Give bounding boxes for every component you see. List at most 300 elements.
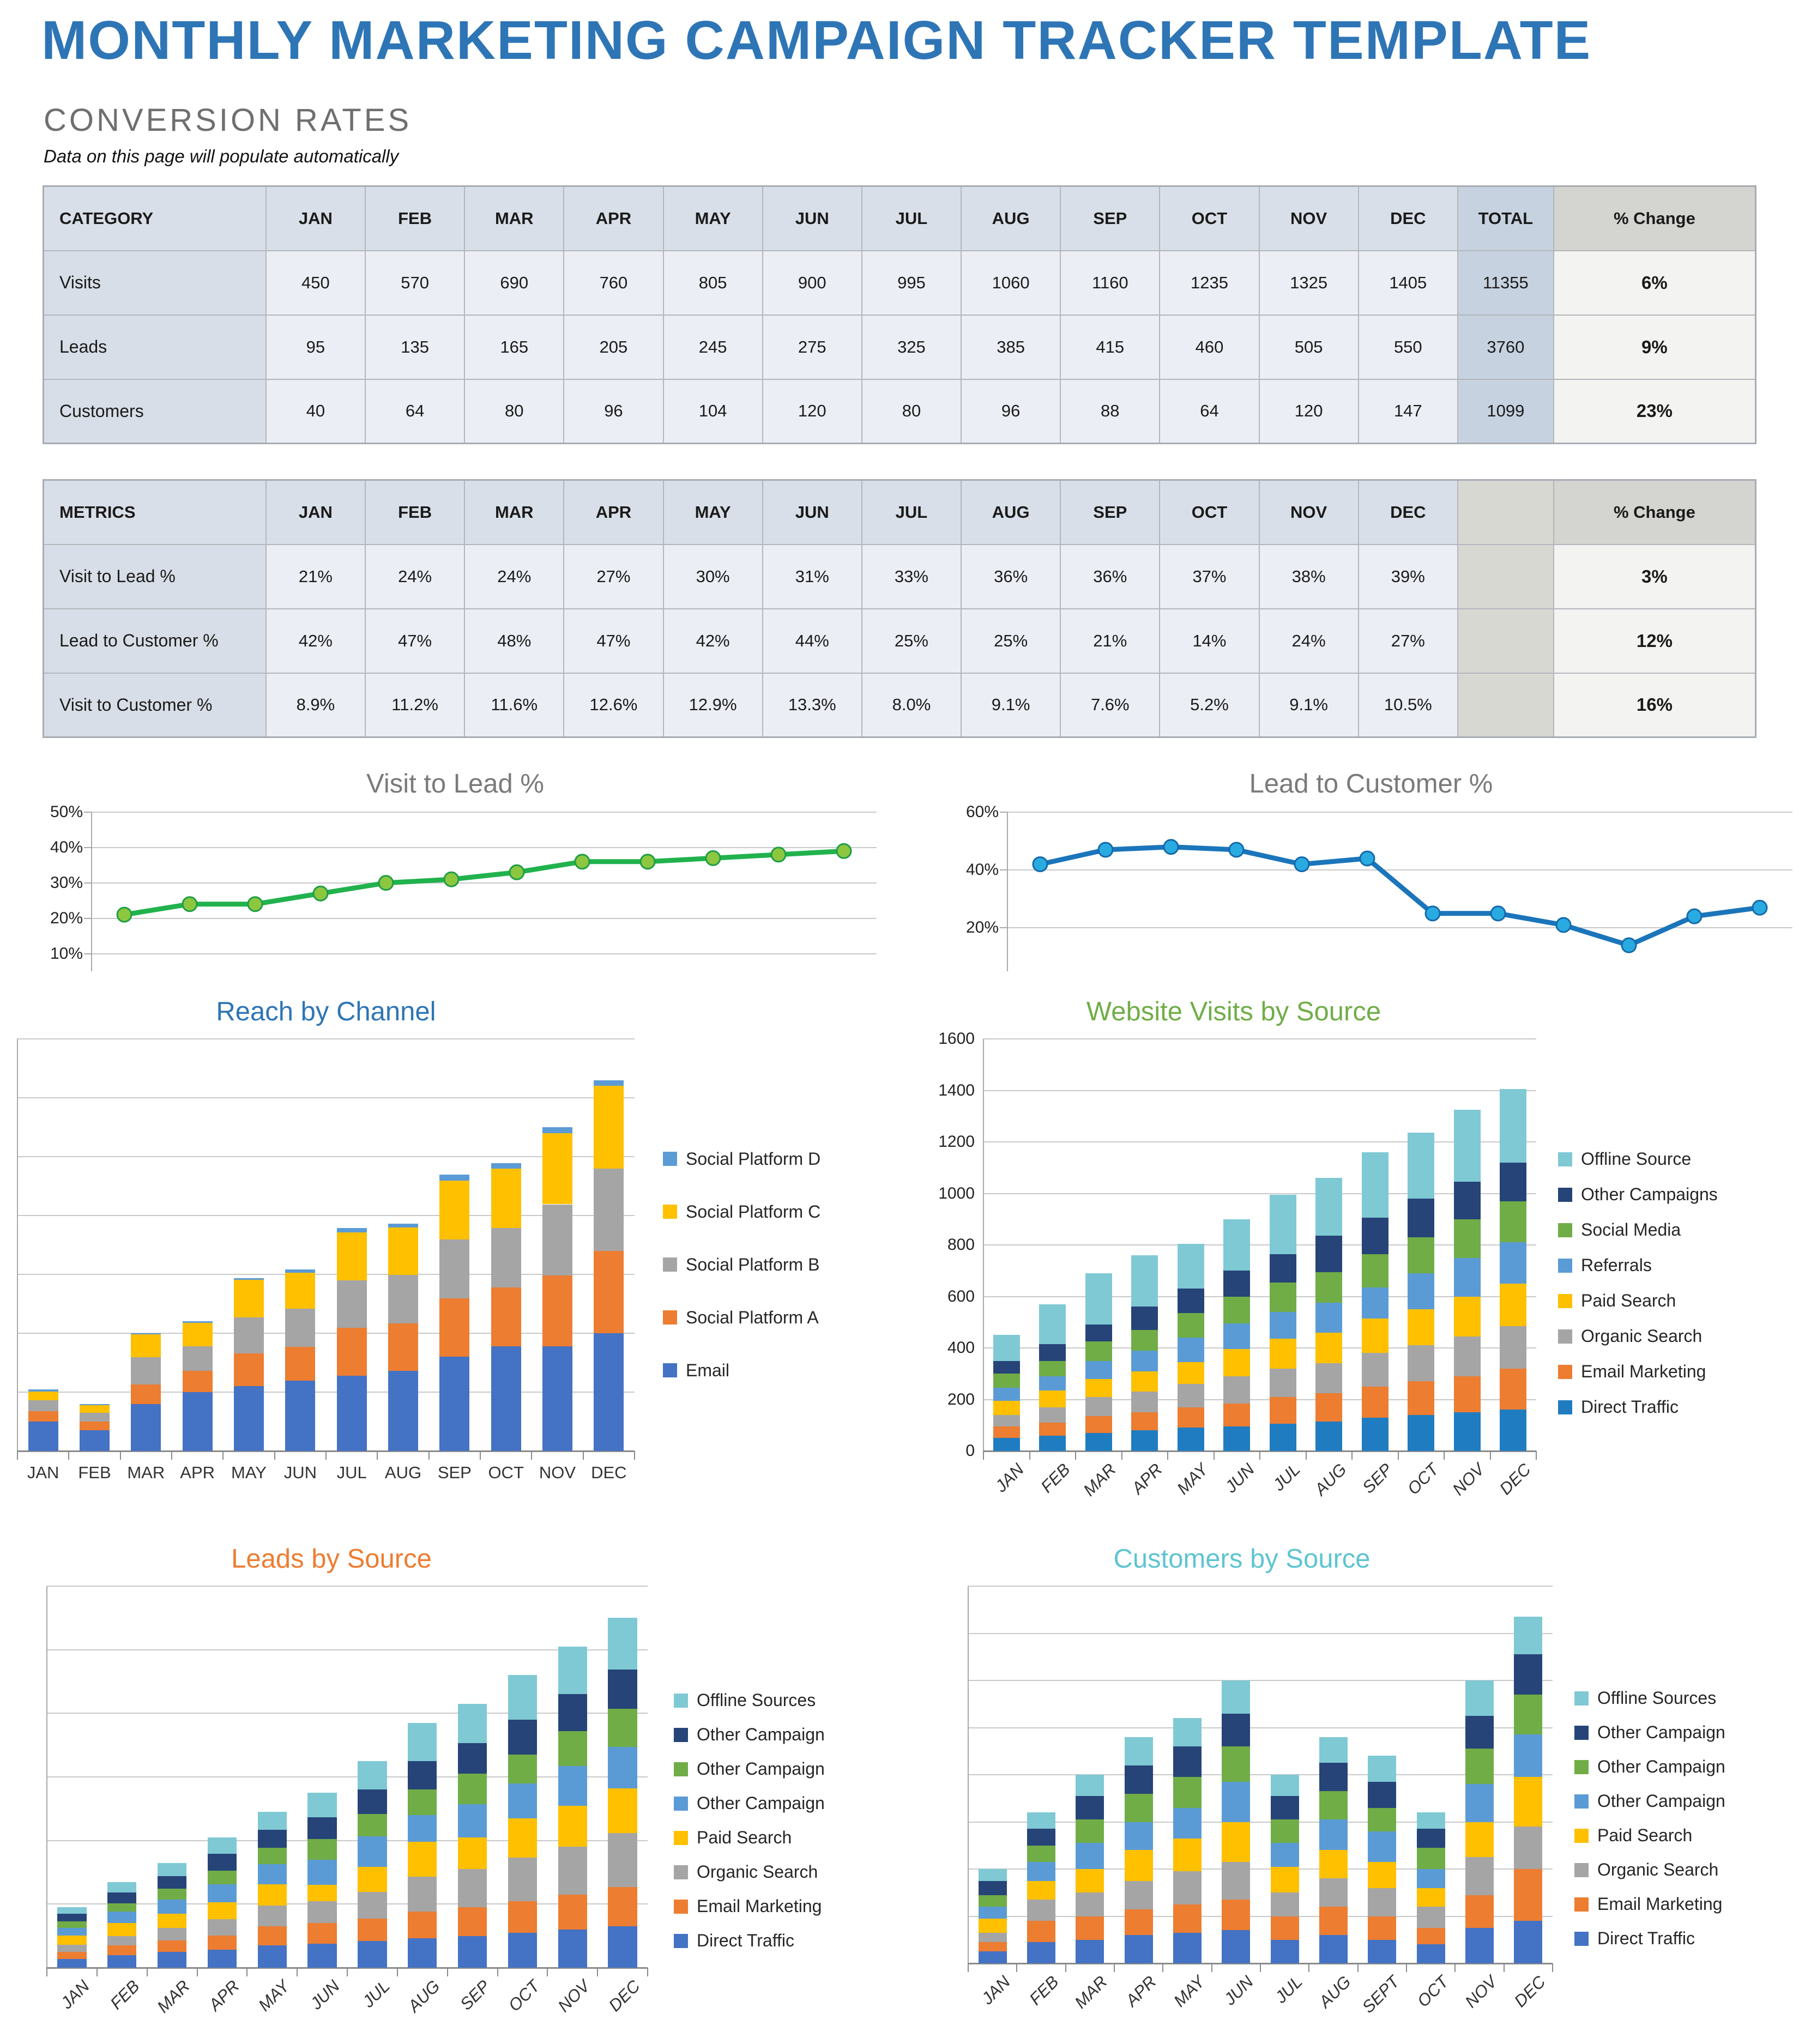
bar-segment <box>458 1936 487 1968</box>
table-cell: 80 <box>464 379 564 444</box>
bar-segment <box>1039 1390 1066 1407</box>
y-axis-labels <box>33 803 92 971</box>
bar-segment <box>285 1347 315 1381</box>
legend-label: Social Platform B <box>686 1254 820 1274</box>
table-cell: 47% <box>365 609 464 673</box>
bar-segment <box>1223 1349 1250 1376</box>
bar-segment <box>408 1723 437 1761</box>
bar-segment <box>979 1951 1007 1963</box>
bar-segment <box>979 1869 1007 1881</box>
column-header: MAY <box>663 480 763 545</box>
legend-label: Offline Sources <box>697 1690 816 1710</box>
bar-segment <box>491 1287 521 1346</box>
table-cell: 11.6% <box>464 673 564 737</box>
bar-segment <box>1039 1436 1066 1451</box>
bar-segment <box>1125 1765 1153 1794</box>
legend-item <box>663 1308 820 1328</box>
bar-segment <box>1125 1881 1153 1909</box>
bar-segment <box>80 1430 110 1451</box>
bar-segment <box>1408 1273 1434 1309</box>
bar-segment <box>307 1944 336 1968</box>
bar-segment <box>508 1901 537 1933</box>
bar-segment <box>337 1280 367 1328</box>
column-header: OCT <box>1160 186 1259 251</box>
data-point <box>575 855 589 869</box>
column-header: MAR <box>464 186 564 251</box>
gridline <box>968 1586 1553 1587</box>
x-axis-label: AUG <box>404 1976 444 2016</box>
bar-segment <box>608 1788 637 1833</box>
bar-segment <box>1417 1907 1445 1928</box>
bar-segment <box>1319 1935 1348 1963</box>
column-header: DEC <box>1359 480 1458 545</box>
data-point <box>1556 918 1571 932</box>
bar-segment <box>1271 1775 1299 1796</box>
line-series <box>1007 812 1792 971</box>
column-header-total <box>1458 480 1554 545</box>
bar-segment <box>1085 1379 1112 1397</box>
column-header: NOV <box>1259 480 1359 545</box>
legend-item <box>1574 1722 1725 1743</box>
legend-swatch <box>663 1257 677 1272</box>
bar-segment <box>1178 1338 1204 1362</box>
table-cell: 8.0% <box>862 673 961 737</box>
legend-item <box>674 1862 825 1882</box>
legend-item <box>674 1793 825 1813</box>
bar-segment <box>358 1941 387 1968</box>
x-axis-label: SEP <box>437 1463 472 1482</box>
x-axis-label: MAR <box>1071 1972 1112 2012</box>
legend-label: Email Marketing <box>1597 1894 1723 1914</box>
table-cell: 47% <box>564 609 663 673</box>
bar-segment <box>258 1906 287 1927</box>
table-cell: 42% <box>663 609 763 673</box>
bar-segment <box>80 1422 110 1430</box>
bar-segment <box>1076 1916 1104 1940</box>
row-label: Leads <box>44 315 266 379</box>
bar-segment <box>1315 1236 1342 1272</box>
table-cell: 37% <box>1160 545 1259 609</box>
bar-segment <box>208 1854 237 1870</box>
plot-column <box>47 1586 648 2044</box>
bar-segment <box>337 1228 367 1233</box>
bar-segment <box>1454 1182 1481 1219</box>
bar-segment <box>1125 1935 1153 1963</box>
bar-segment <box>1270 1195 1296 1254</box>
y-axis-label: 40% <box>965 861 999 879</box>
bar-segment <box>131 1384 161 1404</box>
bar-segment <box>1223 1426 1250 1451</box>
bar-segment <box>439 1357 469 1451</box>
data-point <box>1229 843 1243 857</box>
bar-segment <box>1076 1940 1104 1963</box>
bar-segment <box>358 1892 387 1919</box>
bar-segment <box>1514 1617 1542 1654</box>
legend-item <box>1574 1860 1725 1880</box>
bar-segment <box>234 1280 264 1317</box>
plot-area <box>983 1039 1536 1451</box>
bar-segment <box>1173 1933 1202 1963</box>
bar-segment <box>1271 1819 1299 1843</box>
bar-segment <box>608 1887 637 1926</box>
bar-segment <box>1408 1345 1434 1381</box>
line-charts-row <box>33 769 1799 971</box>
bar-segment <box>1368 1808 1396 1831</box>
column-header: FEB <box>365 480 464 545</box>
bar-segment <box>1076 1892 1104 1916</box>
bar-segment <box>57 1959 86 1968</box>
bar-segment <box>1362 1287 1389 1319</box>
bar-segment <box>285 1273 315 1309</box>
bar-segment <box>458 1804 487 1837</box>
legend-item <box>1574 1791 1725 1811</box>
legend-item <box>1558 1149 1718 1169</box>
legend-label: Direct Traffic <box>1581 1397 1679 1417</box>
y-axis-label: 200 <box>947 1390 975 1408</box>
y-axis-line <box>983 1039 984 1451</box>
bar-segment <box>80 1404 110 1405</box>
x-axis-label: SEPT <box>1359 1972 1404 2017</box>
bar-segment <box>458 1869 487 1907</box>
legend-label: Other Campaign <box>1597 1757 1725 1776</box>
data-point <box>510 865 524 879</box>
legend-swatch <box>1558 1329 1572 1344</box>
x-axis-label: SEP <box>456 1976 494 2014</box>
table-cell: 385 <box>961 315 1060 379</box>
bar-segment <box>1454 1376 1481 1412</box>
data-point <box>183 897 197 911</box>
bar-segment <box>183 1323 213 1346</box>
data-point <box>379 876 393 890</box>
bar-segment <box>183 1346 213 1371</box>
bar-segment <box>1465 1822 1494 1858</box>
bar-segment <box>1222 1746 1250 1782</box>
x-axis-label: JAN <box>27 1463 59 1482</box>
bar-segment <box>1270 1397 1296 1424</box>
x-axis-label: JUN <box>1221 1460 1258 1497</box>
legend-swatch <box>663 1363 677 1377</box>
column-header: JAN <box>266 480 365 545</box>
bar-segment <box>1417 1812 1445 1829</box>
bar-segment <box>1039 1376 1066 1390</box>
x-axis-label: DEC <box>1511 1972 1550 2011</box>
bar-segment <box>307 1885 336 1901</box>
legend-label: Social Media <box>1581 1220 1681 1239</box>
bar-segment <box>1027 1900 1055 1921</box>
legend-swatch <box>1558 1400 1572 1414</box>
table-cell: 11.2% <box>365 673 464 737</box>
legend-label: Other Campaign <box>697 1793 825 1813</box>
table-header-row <box>44 480 1756 545</box>
bar-segment <box>1222 1930 1250 1963</box>
table-cell: 1060 <box>961 251 1060 315</box>
visit-to-lead-chart <box>33 769 878 971</box>
bar-segment <box>993 1426 1020 1438</box>
bar-segment <box>1270 1424 1296 1451</box>
row-label: Lead to Customer % <box>44 609 266 673</box>
x-axis-labels <box>968 1963 1553 2044</box>
x-axis-label: OCT <box>488 1463 524 1482</box>
bar-segment <box>542 1133 572 1205</box>
bar-segment <box>1271 1892 1299 1916</box>
bar-segment <box>1027 1862 1055 1881</box>
x-axis-label: MAY <box>231 1463 267 1482</box>
table-cell: 760 <box>564 251 663 315</box>
bar-segment <box>1319 1878 1348 1907</box>
gridline <box>983 1090 1536 1091</box>
x-axis-label: JUN <box>283 1463 317 1482</box>
legend-swatch <box>663 1152 677 1166</box>
bar-segment <box>358 1919 387 1941</box>
bar-segment <box>1271 1867 1299 1893</box>
bar-charts-row-2 <box>15 1544 1799 2044</box>
bar-segment <box>131 1404 161 1451</box>
table-cell: 9.1% <box>1259 673 1359 737</box>
bar-segment <box>1085 1341 1112 1360</box>
table-cell: 1160 <box>1060 251 1160 315</box>
column-header: SEP <box>1060 186 1160 251</box>
bar-segment <box>1500 1163 1526 1201</box>
data-point <box>117 908 131 922</box>
column-header: APR <box>564 480 663 545</box>
bar-segment <box>1222 1862 1250 1900</box>
data-point <box>1753 900 1767 915</box>
chart-body <box>15 1039 931 1490</box>
legend-swatch <box>1558 1152 1572 1166</box>
bar-segment <box>1222 1680 1250 1714</box>
bar-segment <box>1315 1363 1342 1393</box>
legend-swatch <box>674 1762 688 1776</box>
bar-segment <box>285 1381 315 1451</box>
bar-segment <box>28 1422 58 1451</box>
bar-segment <box>1178 1428 1204 1451</box>
x-axis-label: JUL <box>336 1463 367 1482</box>
row-label: Visit to Lead % <box>44 545 266 609</box>
bar-segment <box>158 1863 186 1877</box>
bar-segment <box>542 1346 572 1451</box>
bar-segment <box>1173 1839 1202 1872</box>
bar-segment <box>439 1239 469 1298</box>
legend-swatch <box>1574 1932 1589 1946</box>
bar-segment <box>358 1836 387 1867</box>
bar-segment <box>1465 1895 1494 1928</box>
bar-segment <box>1500 1326 1526 1369</box>
legend-item <box>674 1931 825 1951</box>
legend-swatch <box>1574 1829 1589 1843</box>
legend-item <box>674 1725 825 1745</box>
table-cell: 31% <box>763 545 862 609</box>
bar-segment <box>1368 1756 1396 1782</box>
bar-segment <box>408 1877 437 1912</box>
legend-label: Referrals <box>1581 1255 1652 1275</box>
table-row <box>44 609 1756 673</box>
table-cell: 21% <box>1060 609 1160 673</box>
bar-segment <box>57 1907 86 1914</box>
y-axis-label: 1000 <box>938 1184 975 1202</box>
table-cell: 120 <box>1259 379 1359 444</box>
bar-segment <box>558 1731 587 1766</box>
bar-segment <box>107 1936 136 1946</box>
x-axis-label: MAR <box>153 1976 194 2017</box>
table-row <box>44 251 1756 315</box>
y-axis-tick <box>84 882 92 884</box>
column-header: SEP <box>1060 480 1160 545</box>
bar-segment <box>979 1942 1007 1951</box>
bar-segment <box>57 1936 86 1945</box>
table-cell: 995 <box>862 251 961 315</box>
legend-item <box>1558 1220 1718 1240</box>
row-label: Visits <box>44 251 266 315</box>
legend-item <box>663 1202 820 1222</box>
bar-segment <box>508 1858 537 1901</box>
bar-segment <box>1131 1307 1158 1330</box>
bar-segment <box>388 1323 418 1371</box>
legend-item <box>1574 1757 1725 1777</box>
table-cell: 1325 <box>1259 251 1359 315</box>
table-cell: 48% <box>464 609 564 673</box>
bar-segment <box>1362 1353 1389 1386</box>
bar-segment <box>107 1923 136 1936</box>
legend-item <box>663 1255 820 1275</box>
bar-segment <box>1085 1433 1112 1451</box>
column-header-change: % Change <box>1554 186 1756 251</box>
bar-segment <box>1125 1850 1153 1880</box>
table-cell: 44% <box>763 609 862 673</box>
bar-segment <box>258 1926 287 1945</box>
table-cell: 96 <box>564 379 663 444</box>
y-axis-tick <box>1000 927 1007 928</box>
x-axis-label: FEB <box>1025 1972 1063 2009</box>
bar-segment <box>491 1163 521 1169</box>
legend <box>648 1586 825 2044</box>
column-header: CATEGORY <box>44 186 266 251</box>
bar-segment <box>1514 1921 1542 1963</box>
bar-segment <box>1027 1812 1055 1829</box>
bar-segment <box>158 1889 186 1900</box>
table-cell: 570 <box>365 251 464 315</box>
bar-segment <box>57 1921 86 1928</box>
column-header: AUG <box>961 186 1060 251</box>
bar-segment <box>1178 1362 1204 1384</box>
table-cell-change: 12% <box>1554 609 1756 673</box>
legend-label: Direct Traffic <box>1597 1928 1695 1948</box>
table-cell: 147 <box>1359 379 1458 444</box>
data-point <box>1360 851 1374 866</box>
bar-segment <box>1223 1323 1250 1349</box>
table-cell: 1235 <box>1160 251 1259 315</box>
category-table-head <box>44 186 1756 251</box>
bar-segment <box>1125 1822 1153 1851</box>
section-note: Data on this page will populate automatically <box>44 146 399 166</box>
table-cell: 805 <box>663 251 763 315</box>
bar-segment <box>1027 1942 1055 1963</box>
bar-segment <box>285 1309 315 1347</box>
y-axis-tick <box>84 812 92 813</box>
bar-segment <box>1368 1916 1396 1940</box>
bar-segment <box>183 1321 213 1322</box>
bar-segment <box>307 1923 336 1943</box>
bar-segment <box>608 1833 637 1887</box>
table-cell: 8.9% <box>266 673 365 737</box>
table-cell: 27% <box>564 545 663 609</box>
table-cell: 24% <box>1259 609 1359 673</box>
column-header: MAR <box>464 480 564 545</box>
bar-segment <box>57 1928 86 1936</box>
bar-segment <box>1027 1829 1055 1845</box>
bar-segment <box>1417 1848 1445 1869</box>
bar-segment <box>1223 1404 1250 1427</box>
bar-segment <box>993 1361 1020 1374</box>
legend-swatch <box>1574 1863 1589 1877</box>
y-axis-line <box>17 1039 18 1451</box>
x-axis-label: APR <box>1121 1972 1160 2010</box>
bar-segment <box>1085 1361 1112 1379</box>
bar-segment <box>358 1814 387 1836</box>
section-title: CONVERSION RATES <box>44 102 412 138</box>
x-axis-label: APR <box>205 1976 244 2015</box>
legend-label: Organic Search <box>1597 1860 1719 1879</box>
bar-segment <box>979 1907 1007 1919</box>
bar-segment <box>1417 1829 1445 1848</box>
table-cell-change: 3% <box>1554 545 1756 609</box>
bar-segment <box>993 1374 1020 1388</box>
bar-segment <box>1039 1304 1066 1344</box>
bar-segment <box>608 1747 637 1788</box>
table-cell: 165 <box>464 315 564 379</box>
table-row <box>44 315 1756 379</box>
table-cell-total <box>1458 673 1554 737</box>
y-axis-tick <box>1000 812 1007 813</box>
bar-segment <box>1500 1242 1526 1284</box>
bar-segment <box>993 1415 1020 1426</box>
table-cell: 135 <box>365 315 464 379</box>
table-row <box>44 673 1756 737</box>
bar-segment <box>337 1376 367 1451</box>
bar-segment <box>1417 1944 1445 1963</box>
data-point <box>313 886 328 900</box>
table-cell: 900 <box>763 251 862 315</box>
bar-segment <box>1319 1737 1348 1763</box>
bar-segment <box>28 1400 58 1411</box>
y-axis-tick <box>84 847 92 848</box>
bar-segment <box>1417 1928 1445 1944</box>
legend-swatch <box>1558 1259 1572 1273</box>
bar-segment <box>1173 1718 1202 1746</box>
plot-column <box>968 1586 1553 2044</box>
bar-segment <box>1027 1921 1055 1942</box>
bar-segment <box>1500 1284 1526 1326</box>
data-point <box>1164 840 1178 854</box>
bar-segment <box>439 1175 469 1181</box>
gridline <box>983 1038 1536 1039</box>
x-axis-label: AUG <box>1315 1972 1355 2012</box>
bar-segment <box>508 1720 537 1755</box>
bar-segment <box>1027 1881 1055 1900</box>
y-axis-tick <box>1000 869 1007 870</box>
y-axis-label: 10% <box>50 944 83 963</box>
bar-segment <box>307 1817 336 1840</box>
bar-segment <box>408 1789 437 1815</box>
x-axis-label: DEC <box>605 1976 644 2016</box>
bar-segment <box>358 1789 387 1813</box>
bar-segment <box>307 1793 336 1817</box>
bar-segment <box>408 1938 437 1968</box>
table-cell: 205 <box>564 315 663 379</box>
bar-segment <box>1514 1777 1542 1827</box>
bar-segment <box>1514 1654 1542 1695</box>
table-cell: 96 <box>961 379 1060 444</box>
chart-body <box>33 803 878 971</box>
